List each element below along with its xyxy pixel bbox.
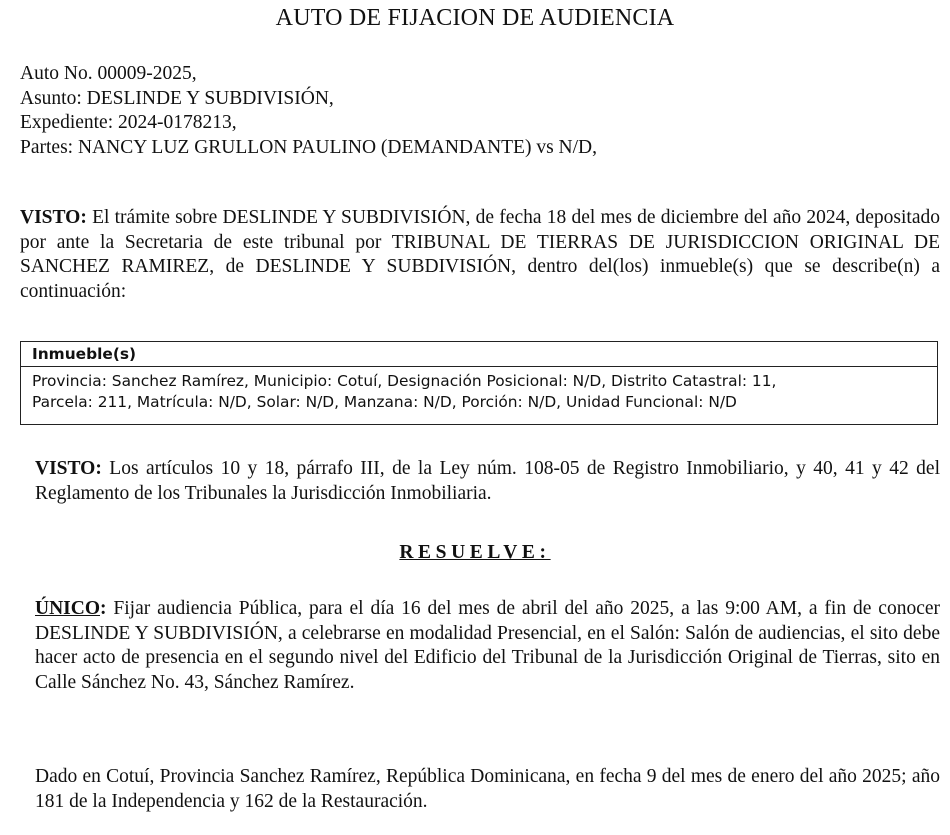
asunto: Asunto: DESLINDE Y SUBDIVISIÓN, <box>20 87 334 109</box>
visto-paragraph-1 <box>20 206 940 304</box>
case-header <box>20 62 920 160</box>
unico-label: ÚNICO <box>35 598 101 619</box>
expediente: Expediente: 2024-0178213, <box>20 112 237 133</box>
inmueble-table <box>20 341 938 425</box>
inmueble-line: Provincia: Sanchez Ramírez, Municipio: Cotuí, Designación Posicional: N/D, Distrito Catastral: 11, <box>32 372 777 390</box>
visto-label: VISTO: <box>35 458 102 479</box>
auto-number: Auto No. 00009-2025, <box>20 63 197 84</box>
partes: Partes: NANCY LUZ GRULLON PAULINO (DEMANDANTE) vs N/D, <box>20 136 598 158</box>
visto-text: Los artículos 10 y 18, párrafo III, de la Ley núm. 108-05 de Registro Inmobiliario, y 40, 41 y 42 del Reglamento de los Tribunales la Jurisdicción Inmobiliaria. <box>35 458 940 504</box>
visto-paragraph-2 <box>35 457 940 506</box>
document-title: AUTO DE FIJACION DE AUDIENCIA <box>275 5 675 31</box>
inmueble-header: Inmueble(s) <box>21 342 937 367</box>
visto-text: El trámite sobre DESLINDE Y SUBDIVISIÓN, de fecha 18 del mes de diciembre del año 2024, depositado por ante la Secretaria de este tribunal por TRIBUNAL DE TIERRAS DE JURISDICCION ORIGINAL DE SANCHEZ RAMIREZ, de DESLINDE Y SUBDIVISIÓN, dentro del(los) inmueble(s) que se describe(n) a continuación: <box>20 207 941 302</box>
closing-paragraph: Dado en Cotuí, Provincia Sanchez Ramírez, República Dominicana, en fecha 9 del mes de enero del año 2025; año 181 de la Independencia y 162 de la Restauración. <box>35 766 940 812</box>
resuelve-heading: RESUELVE: <box>399 542 551 563</box>
inmueble-line: Parcela: 211, Matrícula: N/D, Solar: N/D, Manzana: N/D, Porción: N/D, Unidad Funcional: N/D <box>32 393 737 411</box>
unico-text: Fijar audiencia Pública, para el día 16 del mes de abril del año 2025, a las 9:00 AM, a fin de conocer DESLINDE Y SUBDIVISIÓN, a celebrarse en modalidad Presencial, en el Salón: Salón de audiencias, el sito debe hacer acto de presencia en el segundo nivel del Edificio del Tribunal de la Jurisdicción Original de Tierras, sito en Calle Sánchez No. 43, Sánchez Ramírez. <box>35 598 940 693</box>
unico-paragraph <box>35 597 940 695</box>
unico-colon: : <box>100 598 107 619</box>
visto-label: VISTO: <box>20 207 87 228</box>
inmueble-body <box>21 367 937 413</box>
